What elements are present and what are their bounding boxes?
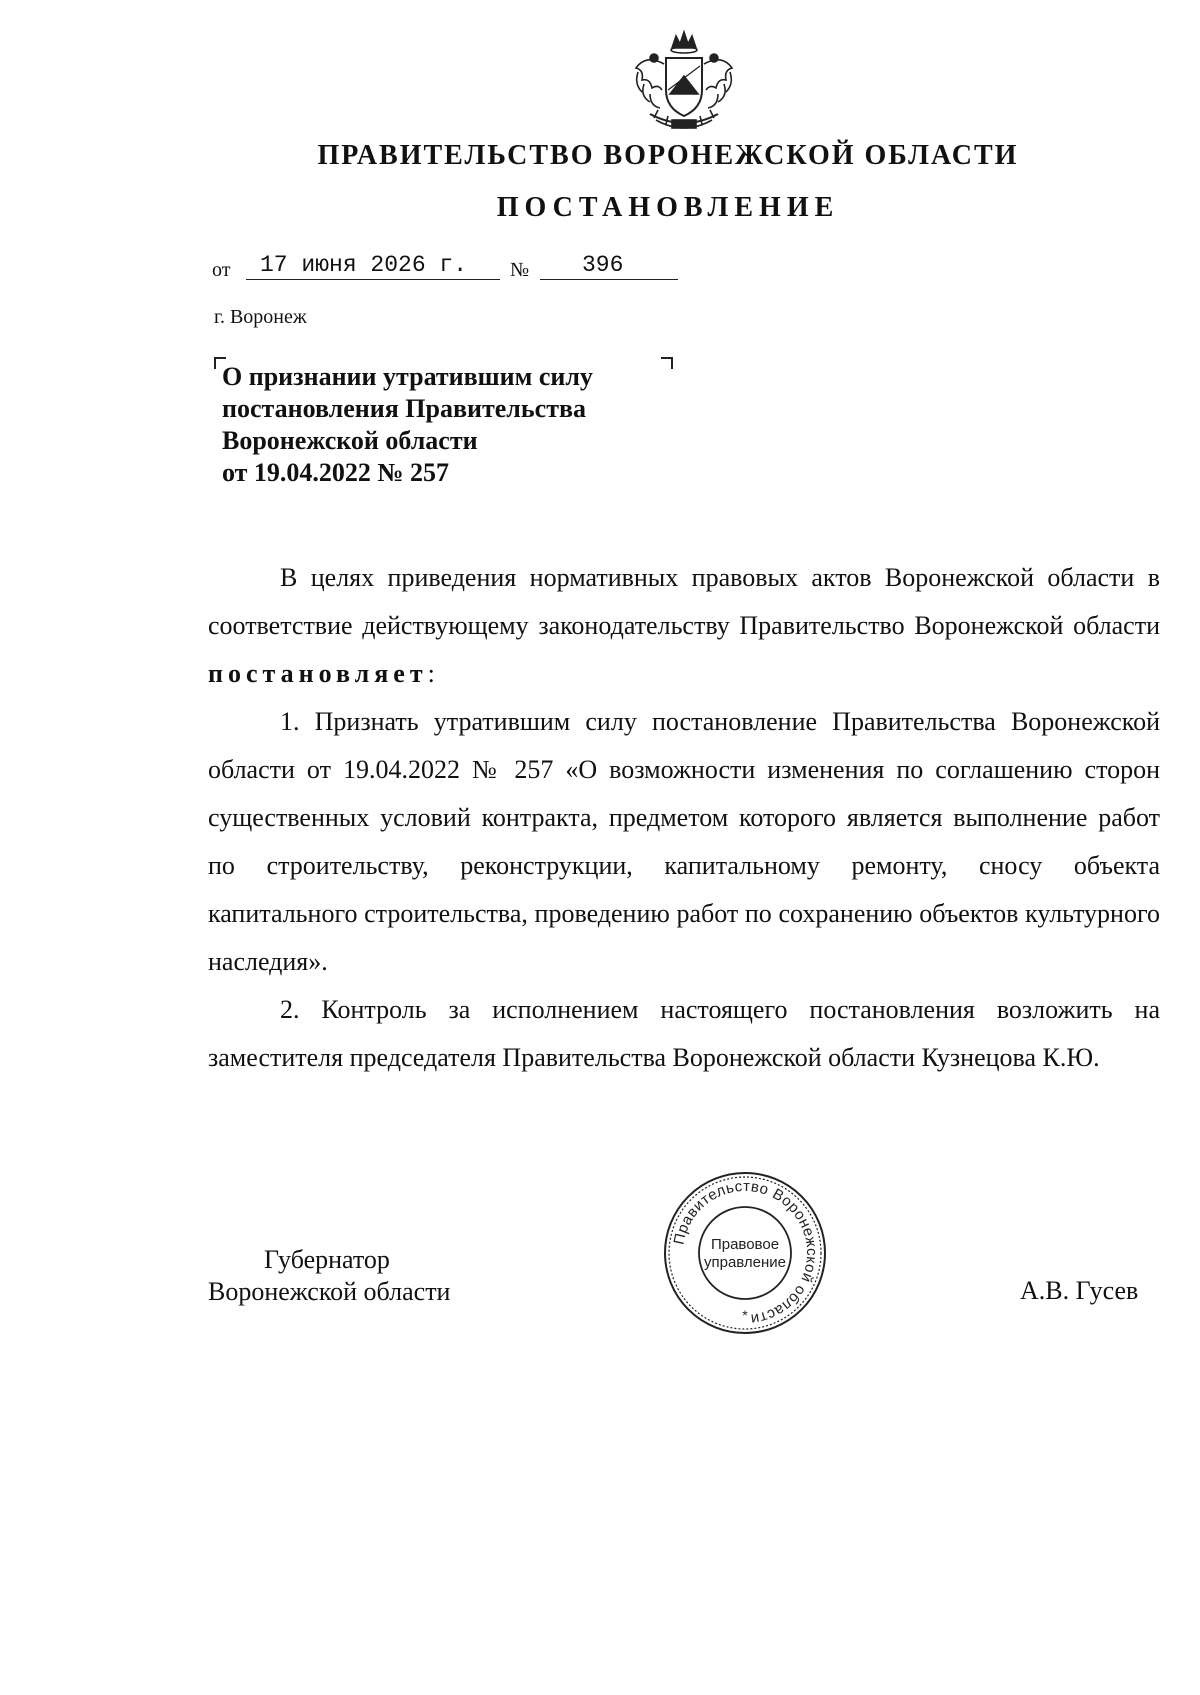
subject-line: от 19.04.2022 № 257	[222, 458, 450, 487]
preamble-text: В целях приведения нормативных правовых актов Воронежской области в соответствие действующему законодательству Правительство Воронежской области	[208, 563, 1160, 640]
date-number-line	[212, 250, 682, 286]
date-underline	[246, 279, 500, 280]
date-label: от	[212, 259, 231, 281]
number-label: №	[510, 259, 530, 281]
preamble-paragraph	[208, 554, 1160, 698]
stamp-center-line2: управление	[703, 1254, 787, 1271]
stamp-center-line1: Правовое	[710, 1236, 780, 1253]
signatory-region: Воронежской области	[208, 1277, 451, 1306]
subject-corner-right	[661, 357, 673, 369]
number-underline	[540, 279, 678, 280]
official-stamp	[662, 1170, 828, 1336]
item-paragraph-2: 2. Контроль за исполнением настоящего постановления возложить на заместителя председателя Правительства Воронежской области Кузнецова К.Ю.	[208, 995, 1160, 1072]
signatory-title	[208, 1244, 450, 1308]
document-subject	[222, 361, 593, 489]
subject-line: Воронежской области	[222, 426, 478, 455]
signatory-name: А.В. Гусев	[1020, 1276, 1139, 1305]
document-body	[208, 554, 1160, 1082]
coat-of-arms-emblem	[628, 28, 740, 138]
resolution-keyword: постановляет	[208, 659, 428, 688]
city-name: г. Воронеж	[214, 306, 307, 328]
government-title: ПРАВИТЕЛЬСТВО ВОРОНЕЖСКОЙ ОБЛАСТИ	[317, 140, 1019, 171]
stamp-star-icon: *	[742, 1307, 748, 1323]
stamp-ring-text: Правительство Воронежской области	[670, 1177, 821, 1328]
document-date: 17 июня 2026 г.	[260, 252, 468, 278]
subject-line: постановления Правительства	[222, 394, 586, 423]
preamble-colon: :	[427, 659, 435, 688]
signatory-position: Губернатор	[264, 1245, 390, 1274]
document-number: 396	[582, 252, 624, 278]
item-paragraph-1: 1. Признать утратившим силу постановление Правительства Воронежской области от 19.04.2022 № 257 «О возможности изменения по соглашению сторон существенных условий контракта, предметом которого является выполнение работ по строительству, реконструкции, капитальному ремонту, сносу объекта капитального строительства, проведению работ по сохранению объектов культурного наследия».	[208, 707, 1160, 976]
document-type-title: ПОСТАНОВЛЕНИЕ	[496, 192, 840, 223]
subject-line: О признании утратившим силу	[222, 362, 593, 391]
